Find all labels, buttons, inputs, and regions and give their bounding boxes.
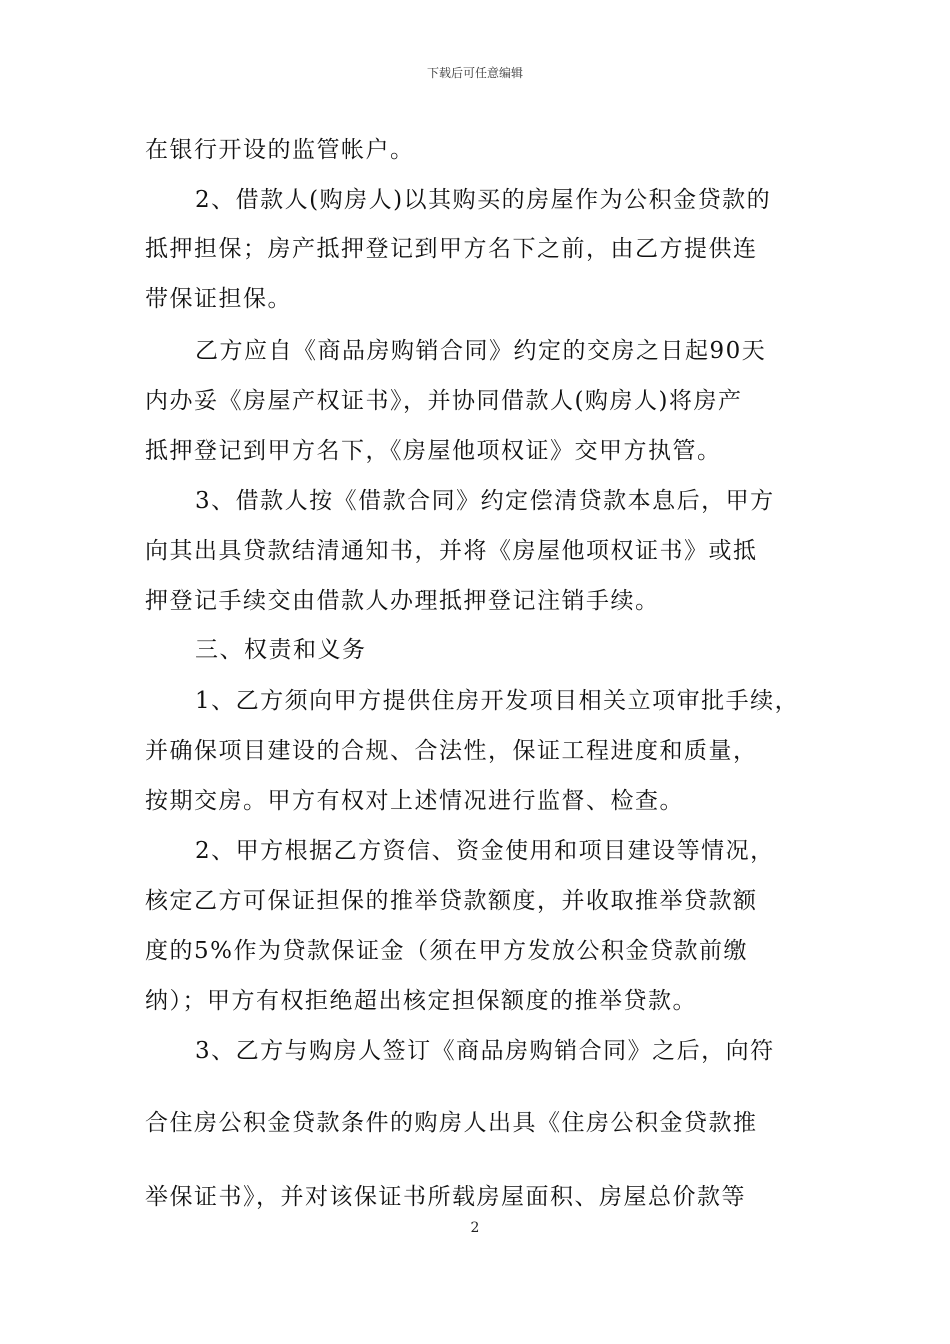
body-text-line: 在银行开设的监管帐户。	[145, 137, 415, 163]
page-number: 2	[470, 1220, 480, 1236]
body-text-line: 带保证担保。	[145, 286, 292, 312]
body-text-line: 纳）；甲方有权拒绝超出核定担保额度的推举贷款。	[145, 988, 697, 1014]
body-text-line: 并确保项目建设的合规、合法性，保证工程进度和质量，	[145, 738, 758, 764]
body-text-line: 押登记手续交由借款人办理抵押登记注销手续。	[145, 588, 660, 614]
body-text-line: 3、乙方与购房人签订《商品房购销合同》之后，向符	[195, 1038, 775, 1064]
body-text-line: 乙方应自《商品房购销合同》约定的交房之日起90天	[195, 338, 767, 364]
body-text-line: 内办妥《房屋产权证书》，并协同借款人(购房人)将房产	[145, 388, 743, 414]
body-text-line: 抵押登记到甲方名下，《房屋他项权证》交甲方执管。	[145, 438, 722, 464]
body-text-line: 按期交房。甲方有权对上述情况进行监督、检查。	[145, 788, 684, 814]
body-text-line: 合住房公积金贷款条件的购房人出具《住房公积金贷款推	[145, 1110, 758, 1136]
page-header: 下载后可任意编辑	[426, 66, 523, 80]
body-text-line: 2、甲方根据乙方资信、资金使用和项目建设等情况，	[195, 838, 775, 864]
body-text-line: 3、借款人按《借款合同》约定偿清贷款本息后，甲方	[195, 488, 775, 514]
body-text-line: 抵押担保；房产抵押登记到甲方名下之前，由乙方提供连	[145, 236, 758, 262]
body-text-line: 核定乙方可保证担保的推举贷款额度，并收取推举贷款额	[145, 888, 758, 914]
body-text-line: 度的5%作为贷款保证金（须在甲方发放公积金贷款前缴	[145, 938, 748, 964]
body-text-line: 2、借款人(购房人)以其购买的房屋作为公积金贷款的	[195, 187, 772, 213]
section-heading: 三、权责和义务	[195, 637, 367, 663]
body-text-line: 向其出具贷款结清通知书，并将《房屋他项权证书》或抵	[145, 538, 758, 564]
body-text-line: 举保证书》，并对该保证书所载房屋面积、房屋总价款等	[145, 1184, 746, 1210]
body-text-line: 1、乙方须向甲方提供住房开发项目相关立项审批手续，	[195, 688, 800, 714]
